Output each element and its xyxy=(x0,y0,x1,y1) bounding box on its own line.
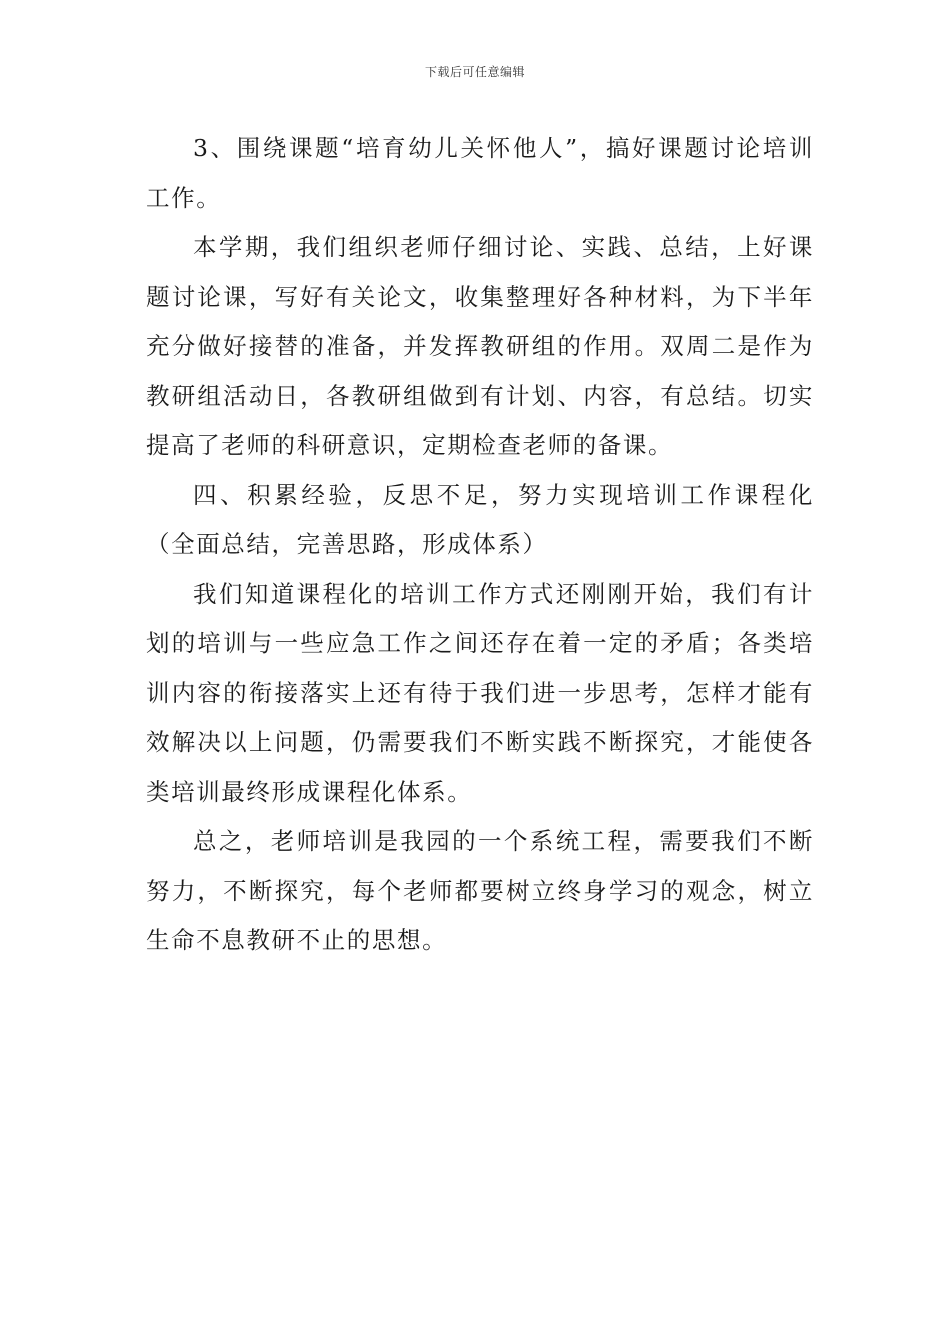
header-note: 下载后可任意编辑 xyxy=(424,65,525,79)
paragraph-curriculum-issues: 我们知道课程化的培训工作方式还刚刚开始，我们有计划的培训与一些应急工作之间还存在着一定的矛盾；各类培训内容的衔接落实上还有待于我们进一步思考，怎样才能有效解决以上问题，仍需要我们不断实践不断探究，才能使各类培训最终形成课程化体系。 xyxy=(146,579,814,806)
paragraph-semester-work: 本学期，我们组织老师仔细讨论、实践、总结，上好课题讨论课，写好有关论文，收集整理好各种材料，为下半年充分做好接替的准备，并发挥教研组的作用。双周二是作为教研组活动日，各教研组做到有计划、内容，有总结。切实提高了老师的科研意识，定期检查老师的备课。 xyxy=(146,233,814,459)
paragraph-conclusion: 总之，老师培训是我园的一个系统工程，需要我们不断努力，不断探究，每个老师都要树立终身学习的观念，树立生命不息教研不止的思想。 xyxy=(146,827,814,954)
paragraph-topic-research: 3、围绕课题“培育幼儿关怀他人”，搞好课题讨论培训工作。 xyxy=(146,134,814,212)
paragraph-section-four-heading: 四、积累经验，反思不足，努力实现培训工作课程化（全面总结，完善思路，形成体系） xyxy=(146,480,814,558)
document-body xyxy=(146,124,814,966)
